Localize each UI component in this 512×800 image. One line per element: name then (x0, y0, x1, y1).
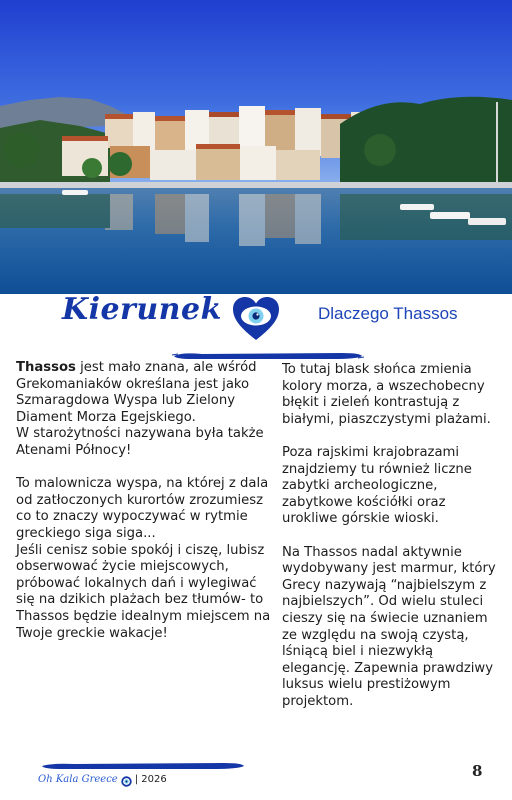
footer-year: | 2026 (134, 773, 167, 785)
paragraph-text: jest mało znana, ale wśród Grekomaniaków określana jest jako Szmaragdowa Wyspa lub Zielony Diament Morza Egejskiego. (16, 360, 257, 425)
right-column-text (282, 362, 504, 727)
paragraph: Poza rajskimi krajobrazami znajdziemy tu również liczne zabytki archeologiczne, zabytkowe kościółki oraz urokliwe górskie wioski. (282, 444, 472, 527)
paragraph-text: Jeśli cenisz sobie spokój i ciszę, lubisz obserwować życie miejscowych, próbować lokalnych dań i wylegiwać się na dzikich plażach bez tłumów- to Thassos będzie idealnym miejscem na Twoje greckie wakacje! (16, 542, 271, 641)
paragraph: To tutaj blask słońca zmienia kolory morza, a wszechobecny błękit i zieleń kontrastują z białymi, piaszczystymi plażami. (282, 362, 491, 427)
highlight-thassos: Thassos (16, 360, 76, 375)
brush-stroke-divider (40, 758, 246, 768)
paragraph (16, 360, 272, 460)
brush-stroke-divider (172, 348, 364, 358)
evil-eye-heart-icon (232, 296, 280, 342)
paragraph: Na Thassos nadal aktywnie wydobywany jest marmur, który Grecy nazywają “najbielszym z najbielszych”. Od wielu stuleci cieszy się na świecie uznaniem ze względu na swoją czystą, lśniącą biel i niezwykłą elegancję. Zapewnia prawdziwy luksus wielu prestiżowym projektom. (282, 544, 496, 709)
paragraph-text: W starożytności nazywana była także Atenami Północy! (16, 426, 264, 458)
page-number: 8 (472, 762, 483, 780)
paragraph (16, 476, 272, 642)
brand-logo-script: Oh Kala Greece (38, 773, 118, 785)
left-column-text (16, 360, 272, 659)
paragraph-text: To malownicza wyspa, na której z dala od zatłoczonych kurortów zrozumiesz co to znaczy wypoczywać w rytmie greckiego siga siga... (16, 476, 269, 541)
footer (38, 770, 167, 788)
evil-eye-icon (121, 774, 132, 785)
section-title: Kierunek (62, 292, 222, 327)
header-subtitle: Dlaczego Thassos (318, 304, 458, 323)
hero-photo-harbor (0, 0, 512, 294)
